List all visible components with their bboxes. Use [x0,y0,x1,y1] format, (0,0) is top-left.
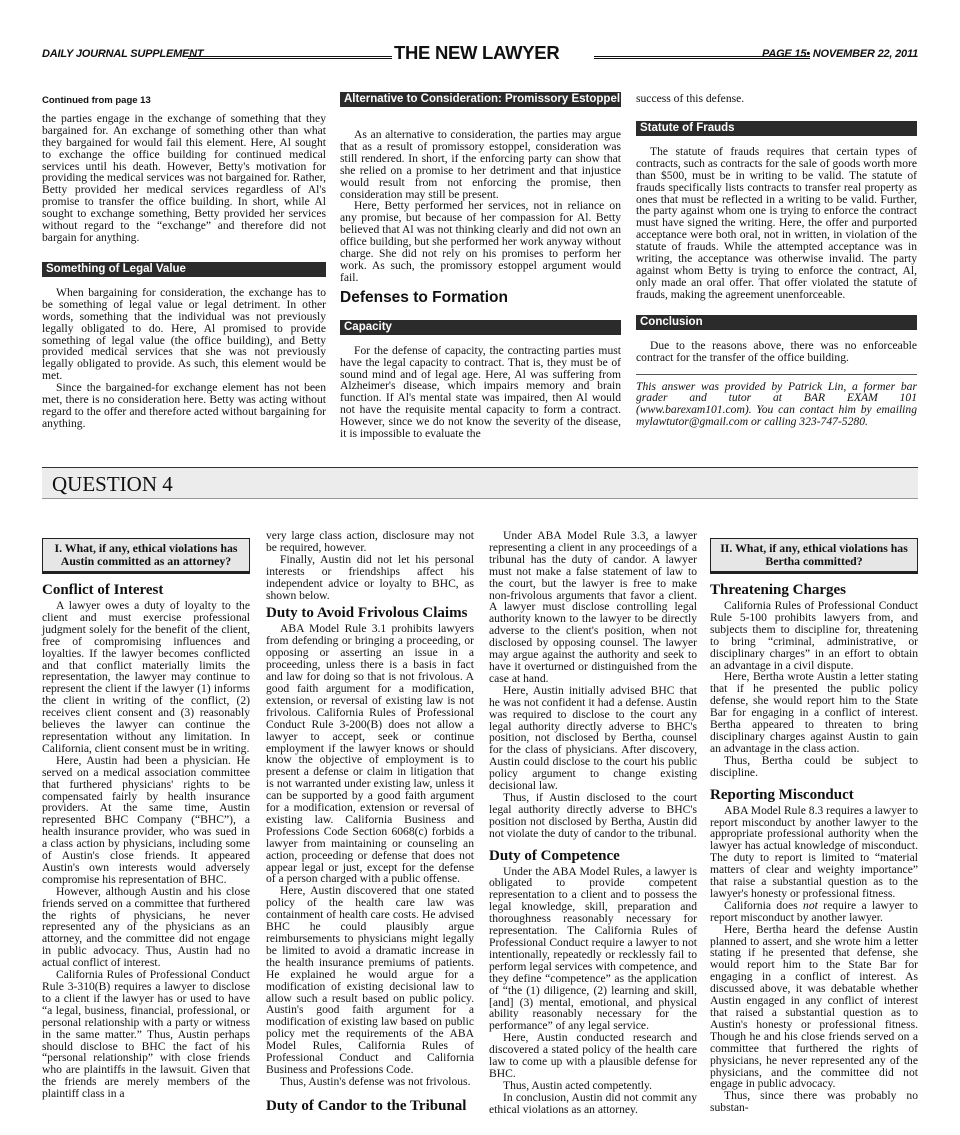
article-paragraph: the parties engage in the exchange of something that they bargained for. An exchange of something other than what they bargained for would fail this element. Here, Al sought to exchange the office building for continued medical services until his death. However, Betty's motivation for providing the medical services was not bargained for. Rather, Betty provided her medical services regardless of Al's promise to transfer the office building. In short, while Al sought to exchange something, Betty provided her services without regard to the “exchange” and therefore did not bargain for anything. [42,111,326,244]
section-header-defenses: Defenses to Formation [340,288,508,306]
emphasis-not: not [803,898,818,912]
article-paragraph: Thus, if Austin disclosed to the court legal authority directly adverse to BHC's position not disclosed by Bertha, Austin did not violate the duty of candor to the tribunal. [489,790,697,840]
heading-duty-of-candor: Duty of Candor to the Tribunal [266,1097,467,1114]
article-paragraph [710,900,918,924]
question-banner [42,467,918,499]
article-paragraph: Here, Austin had been a physician. He served on a medical association committee that furthered physicians' rights to be compensated fairly by health insurance providers. At the same time, Austin represented BHC Company (“BHC”), a health insurance provider, who was sued in a class action by physicians, including some of Austin's close friends. It appeared Austin's own interests would adversely compromise his representation of BHC. [42,753,250,886]
text-run: require a lawyer to report misconduct by another lawyer. [710,898,918,924]
article-paragraph: Thus, Austin's defense was not frivolous. [280,1074,471,1088]
heading-duty-of-competence: Duty of Competence [489,847,620,864]
article-paragraph: very large class action, disclosure may not be required, however. [266,529,474,554]
heading-reporting-misconduct: Reporting Misconduct [710,786,854,803]
article-paragraph: The statute of frauds requires that certain types of contracts, such as contracts for the sale of goods worth more than $500, must be in writing to be valid. The statute of frauds specifically lists contracts to transfer real property as ones that must be reflected in a writing to be valid. Further, the party against whom one is trying to enforce the contract must have signed the writing. Here, the offer and purported acceptance were both oral, not in written, in violation of the statute of frauds. While the attempted acceptance was in writing, the acceptance was otherwise invalid. The party against whom Betty is trying to enforce the contract, Al, only made an oral offer. That offer violated the statute of frauds, making the agreement unenforceable. [636,144,917,301]
supplement-label: DAILY JOURNAL SUPPLEMENT [42,48,204,60]
article-paragraph: Thus, since there was probably no substan- [710,1089,918,1115]
article-paragraph: Here, Bertha wrote Austin a letter stating that if he presented the public policy defense, she would report him to the State Bar for engaging in a conflict of interest. Bertha appeared to threaten to bring disciplinary charges against Austin to gain an advantage in the class action. [710,670,918,755]
question-prompt-bertha: II. What, if any, ethical violations has Bertha committed? [710,538,918,574]
section-header-promissory-estoppel: Alternative to Consideration: Promissory Estoppel [340,92,621,107]
article-paragraph: Under the ABA Model Rules, a lawyer is obligated to provide competent representation to a client and to possess the legal knowledge, skill, preparation and thoroughness reasonably necessary for representation. The California Rules of Professional Conduct require a lawyer to not intentionally, repeatedly or recklessly fail to perform legal services with competence, and they define “competence” as the application of “the (1) diligence, (2) learning and skill, [and] (3) mental, emotional, and physical ability reasonably necessary for the performance” of any legal service. [489,864,697,1033]
article-paragraph: Here, Austin discovered that one stated policy of the health care law was containment of health care costs. He advised BHC he could plausibly argue reimbursements to physicians might legally be limited to avoid a dramatic increase in the health insurance premiums of patients. He explained he would argue for a modification of existing decisional law to allow such a result based on public policy. Austin's good faith argument for a modification of existing law based on public policy met the requirements of the ABA Model Rules, California Rules of Professional Conduct and California Business and Professions Code. [266,884,474,1076]
bottom-column-3 [489,530,697,1116]
article-paragraph: Thus, Austin acted competently. [503,1078,652,1092]
article-paragraph: Finally, Austin did not let his personal interests or friendships affect his independent advice or loyalty to BHC, as shown below. [266,552,474,602]
article-paragraph: Here, Betty performed her services, not in reliance on any promise, but because of her compassion for Al. Betty believed that Al was not thinking clearly and did not own an office building, but she performed her work anyway without charge. She did not rely on his promises to perform her work. As such, the promissory estoppel argument would fail. [340,199,621,284]
page-date-label: PAGE 15• NOVEMBER 22, 2011 [762,48,918,60]
top-column-2 [340,92,621,440]
publication-title: THE NEW LAWYER [394,42,560,63]
article-paragraph: Under ABA Model Rule 3.3, a lawyer representing a client in any proceedings of a tribunal has the duty of candor. A lawyer must not make a false statement of law to the court, but the lawyer is free to make non-frivolous arguments that favor a client. A lawyer must disclose controlling legal authority known to the lawyer to be directly adverse to the client's position, when not disclosed by opposing counsel. The lawyer may argue against the authority and seek to have it overturned or distinguished from the case at hand. [489,529,697,685]
article-paragraph: Thus, Bertha could be subject to discipline. [710,753,918,779]
section-header-conclusion: Conclusion [636,315,917,330]
bottom-column-2 [266,530,474,1116]
article-paragraph: California Rules of Professional Conduct Rule 3-310(B) requires a lawyer to disclose to a client if the lawyer has or used to have “a legal, business, financial, professional, or personal relationship with a party or witness in the same matter.” Thus, Austin perhaps should disclose to BHC the fact of his “personal relationship” with close friends who are plaintiffs in the lawsuit. Given that the friends are merely members of the plaintiff class in a [42,968,250,1101]
bottom-column-1 [42,538,250,1100]
question-prompt-austin: I. What, if any, ethical violations has Austin committed as an attorney? [42,538,250,574]
heading-frivolous-claims: Duty to Avoid Frivolous Claims [266,605,468,622]
question-title: QUESTION 4 [52,472,173,496]
article-paragraph: Here, Austin conducted research and discovered a stated policy of the health care law to come up with a plausible defense for BHC. [489,1031,697,1080]
article-paragraph: For the defense of capacity, the contracting parties must have the legal capacity to contract. That is, they must be of sound mind and of legal age. Here, Al was suffering from Alzheimer's disease, which impairs memory and brain function. If Al's mental state was impaired, then Al would not have the requisite mental capacity to form a contract. However, since we do not know the severity of the disease, it is impossible to evaluate the [340,343,621,441]
article-paragraph: As an alternative to consideration, the parties may argue that as a result of promissory estoppel, consideration was still rendered. In short, if the enforcing party can show that she relied on a promise to her detriment and that injustice would result from not enforcing the promise, then consideration may still be present. [340,128,621,201]
masthead [42,44,918,66]
section-header-legal-value: Something of Legal Value [42,262,326,277]
section-header-statute-of-frauds: Statute of Frauds [636,121,917,136]
top-column-3 [636,93,917,428]
article-paragraph: Since the bargained-for exchange element has not been met, there is no consideration here. Betty was acting without regard to the offer and therefore acted without bargaining for anything. [42,381,326,430]
heading-threatening-charges: Threatening Charges [710,582,846,598]
continued-label: Continued from page 13 [42,95,151,106]
heading-conflict-of-interest: Conflict of Interest [42,582,164,598]
article-paragraph: Due to the reasons above, there was no enforceable contract for the transfer of the office building. [636,338,917,364]
top-column-1 [42,95,326,430]
masthead-rule-left [188,56,392,59]
article-paragraph: However, although Austin and his close friends served on a committee that furthered the rights of physicians, he never represented any of the physicians as an attorney, and the committee did not engage in public advocacy. Thus, Austin had no actual conflict of interest. [42,884,250,970]
article-paragraph: ABA Model Rule 8.3 requires a lawyer to report misconduct by another lawyer to the appropriate professional authority when the lawyer has actual knowledge of misconduct. The duty to report is limited to “material matters of clear and weighty importance” that raise a substantial question as to the lawyer's honesty or professional fitness. [710,803,918,900]
author-attribution: This answer was provided by Patrick Lin, a former bar grader and tutor at BAR EXAM 101 (www.barexam101.com). You can contact him by emailing mylawtutor@gmail.com or calling 323-747-5280. [636,374,917,429]
article-paragraph: When bargaining for consideration, the exchange has to be something of legal value or legal detriment. In other words, something that the individual was not previously legally obligated to do. Here, Al promised to provide something of legal value (the office building), and Betty provided medical services that she was not previously legally obligated to provide. As such, this element would be met. [42,285,326,383]
bottom-column-4 [710,538,918,1114]
text-run: California does [724,898,804,912]
article-paragraph: California Rules of Professional Conduct Rule 5-100 prohibits lawyers from, and subjects them to discipline for, threatening to bring “criminal, administrative, or disciplinary charges” in an effort to obtain an advantage in a civil dispute. [710,599,918,672]
article-paragraph: success of this defense. [636,92,745,105]
article-paragraph: ABA Model Rule 3.1 prohibits lawyers from defending or bringing a proceeding, or opposing or asserting an issue in a proceeding, unless there is a basis in fact and law for doing so that is not frivolous. A good faith argument for a modification, extension, or reversal of existing law is not frivolous. California Rules of Professional Conduct Rule 3-200(B) does not allow a lawyer to accept, seek or continue employment if the lawyer knows or should know the objective of employment is to present a defense or claim in litigation that is not warranted under existing law, unless it can be supported by a good faith argument for a modification, extension or reversal of existing law. California Business and Professions Code Section 6068(c) forbids a lawyer from maintaining or counseling an action, proceeding or defense that does not appear legal or just, except for the defense of a person charged with a public offense. [266,622,474,886]
article-paragraph: Here, Austin initially advised BHC that he was not confident it had a defense. Austin was required to disclose to the court any legal authority directly adverse to BHC's position, not disclosed by Bertha, counsel for the class of physicians. After discovery, Austin could disclose to the court his public policy argument to change existing decisional law. [489,683,697,793]
article-paragraph: Here, Bertha heard the defense Austin planned to assert, and she wrote him a letter stating if he presented that defense, she would report him to the State Bar for engaging in a conflict of interest. As discussed above, it was debatable whether Austin engaged in any conflict of interest that raised a substantial question as to Austin's honesty or professional fitness. Though he and his close friends served on a committee that furthered the rights of physicians, he never represented any of the physicians, and the committee did not engage in public advocacy. [710,922,918,1091]
section-header-capacity: Capacity [340,320,621,335]
article-paragraph: A lawyer owes a duty of loyalty to the client and must exercise professional judgment solely for the benefit of the client, free of compromising influences and loyalties. If the lawyer becomes conflicted and that conflict materially limits the representation, the lawyer may continue to represent the client if the lawyer (1) informs the client in writing of the conflict, (2) receives client consent and (3) reasonably believes the lawyer can continue the representation without any limitation. In California, client consent must be in writing. [42,599,250,755]
article-paragraph: In conclusion, Austin did not commit any ethical violations as an attorney. [489,1090,697,1116]
